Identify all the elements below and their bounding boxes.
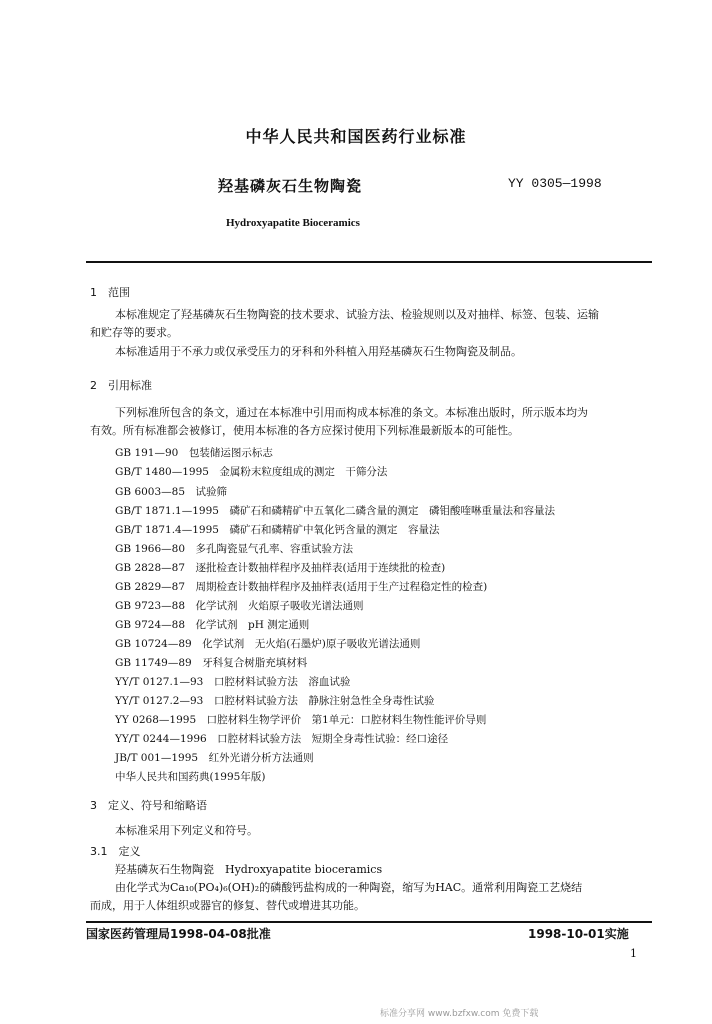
reference-item: GB 2829—87 周期检查计数抽样程序及抽样表(适用于生产过程稳定性的检查) <box>115 581 488 593</box>
reference-item: GB 9723—88 化学试剂 火焰原子吸收光谱法通则 <box>115 600 364 612</box>
reference-item: GB/T 1480—1995 金属粉末粒度组成的测定 干筛分法 <box>115 466 388 478</box>
reference-item: GB 6003—85 试验筛 <box>115 486 228 498</box>
reference-item: YY/T 0244—1996 口腔材料试验方法 短期全身毒性试验：经口途径 <box>115 733 449 745</box>
reference-item: GB/T 1871.1—1995 磷矿石和磷精矿中五氧化二磷含量的测定 磷钼酸喹啉重量法和容量法 <box>115 505 555 517</box>
reference-item: JB/T 001—1995 红外光谱分析方法通则 <box>115 752 314 764</box>
standard-number: YY 0305—1998 <box>508 176 602 191</box>
section-1-heading: 1 范围 <box>90 286 130 299</box>
section-3-1-heading: 3.1 定义 <box>90 845 141 858</box>
definition-term: 羟基磷灰石生物陶瓷 Hydroxyapatite bioceramics <box>115 863 383 876</box>
section-1-para-1-cont: 和贮存等的要求。 <box>90 326 178 339</box>
section-2-intro: 下列标准所包含的条文，通过在本标准中引用而构成本标准的条文。本标准出版时，所示版本均为 <box>115 406 588 419</box>
reference-item: GB 10724—89 化学试剂 无火焰(石墨炉)原子吸收光谱法通则 <box>115 638 421 650</box>
approval-date: 国家医药管理局1998-04-08批准 <box>86 927 271 941</box>
reference-item: YY/T 0127.1—93 口腔材料试验方法 溶血试验 <box>115 676 351 688</box>
footer-divider <box>86 921 652 923</box>
section-2-intro-cont: 有效。所有标准都会被修订，使用本标准的各方应探讨使用下列标准最新版本的可能性。 <box>90 424 519 437</box>
reference-item: GB 11749—89 牙科复合树脂充填材料 <box>115 657 308 669</box>
definition-text: 由化学式为Ca₁₀(PO₄)₆(OH)₂的磷酸钙盐构成的一种陶瓷，缩写为HAC。通常利用陶瓷工艺烧结 <box>115 881 583 894</box>
reference-item: GB 2828—87 逐批检查计数抽样程序及抽样表(适用于连续批的检查) <box>115 562 446 574</box>
page-number: 1 <box>630 947 637 960</box>
reference-item: YY 0268—1995 口腔材料生物学评价 第1单元：口腔材料生物性能评价导则 <box>115 714 487 726</box>
reference-item: GB 1966—80 多孔陶瓷显气孔率、容重试验方法 <box>115 543 354 555</box>
document-title-cn: 羟基磷灰石生物陶瓷 <box>218 177 363 195</box>
watermark: 标准分享网 www.bzfxw.com 免费下载 <box>380 1009 539 1019</box>
reference-item: GB/T 1871.4—1995 磷矿石和磷精矿中氧化钙含量的测定 容量法 <box>115 524 440 536</box>
reference-item: GB 9724—88 化学试剂 pH 测定通则 <box>115 619 310 631</box>
reference-item: 中华人民共和国药典(1995年版) <box>115 771 266 783</box>
reference-item: YY/T 0127.2—93 口腔材料试验方法 静脉注射急性全身毒性试验 <box>115 695 435 707</box>
section-3-intro: 本标准采用下列定义和符号。 <box>115 824 258 837</box>
reference-item: GB 191—90 包装储运图示标志 <box>115 447 273 459</box>
section-1-para-2: 本标准适用于不承力或仅承受压力的牙科和外科植入用羟基磷灰石生物陶瓷及制品。 <box>115 345 522 358</box>
definition-text-cont: 而成，用于人体组织或器官的修复、替代或增进其功能。 <box>90 899 365 912</box>
header-divider <box>86 261 652 263</box>
document-title-en: Hydroxyapatite Bioceramics <box>226 217 360 229</box>
section-3-heading: 3 定义、符号和缩略语 <box>90 799 207 812</box>
section-2-heading: 2 引用标准 <box>90 379 152 392</box>
section-1-para-1: 本标准规定了羟基磷灰石生物陶瓷的技术要求、试验方法、检验规则以及对抽样、标签、包装、运输 <box>115 308 599 321</box>
implementation-date: 1998-10-01实施 <box>528 927 629 941</box>
standard-category: 中华人民共和国医药行业标准 <box>245 127 467 146</box>
